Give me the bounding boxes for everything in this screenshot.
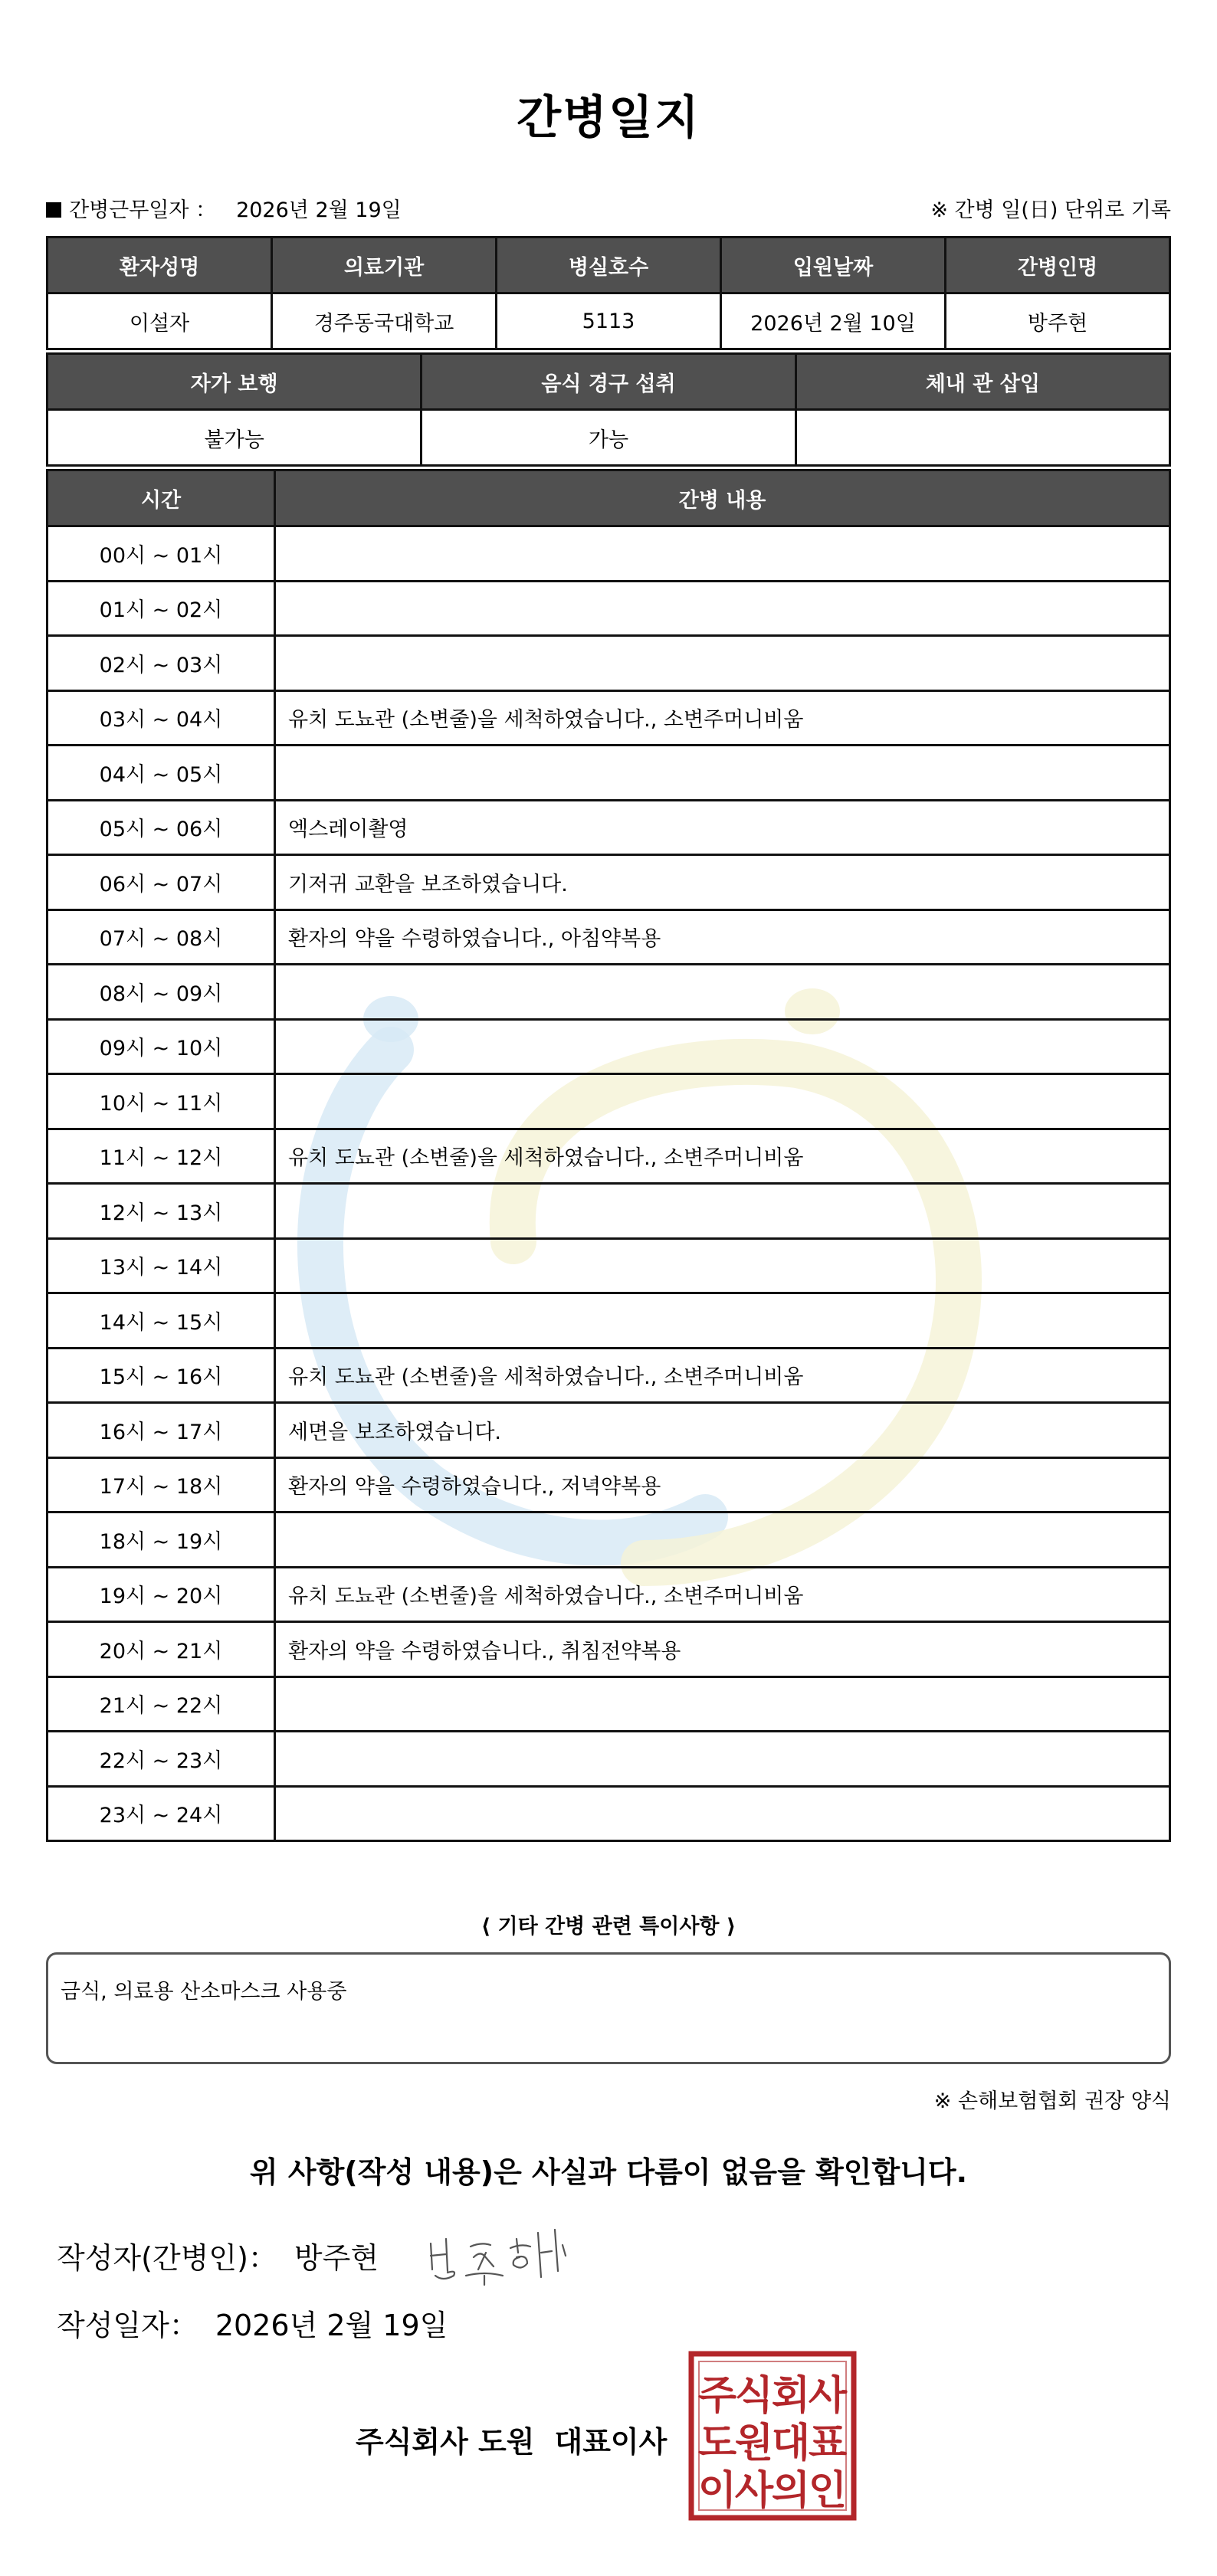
writer-line xyxy=(57,2234,379,2276)
log-row xyxy=(48,581,1170,636)
log-row xyxy=(48,526,1170,582)
log-row xyxy=(48,800,1170,855)
log-time: 02시 ~ 03시 xyxy=(48,636,275,691)
writer-name: 방주현 xyxy=(294,2241,379,2275)
log-row xyxy=(48,909,1170,965)
log-content xyxy=(275,1732,1170,1787)
log-time: 14시 ~ 15시 xyxy=(48,1293,275,1349)
log-row xyxy=(48,1676,1170,1732)
log-content: 유치 도뇨관 (소변줄)을 세척하였습니다., 소변주머니비움 xyxy=(275,1348,1170,1403)
association-form-note: ※ 손해보험협회 권장 양식 xyxy=(933,2089,1171,2113)
tube-insertion-value xyxy=(795,410,1169,466)
log-content xyxy=(275,526,1170,582)
log-content xyxy=(275,1019,1170,1074)
log-time: 06시 ~ 07시 xyxy=(48,855,275,910)
header-oral-intake: 음식 경구 섭취 xyxy=(422,354,795,410)
log-row xyxy=(48,1622,1170,1677)
log-time: 21시 ~ 22시 xyxy=(48,1676,275,1732)
write-date-label: 작성일자： xyxy=(57,2309,198,2342)
log-row xyxy=(48,1129,1170,1184)
log-row xyxy=(48,1019,1170,1074)
svg-text:식: 식 xyxy=(734,2373,774,2419)
log-time: 16시 ~ 17시 xyxy=(48,1403,275,1458)
log-time: 19시 ~ 20시 xyxy=(48,1567,275,1622)
header-hospital: 의료기관 xyxy=(272,238,497,293)
square-bullet-icon xyxy=(46,202,61,218)
log-row xyxy=(48,1348,1170,1403)
log-content: 환자의 약을 수령하였습니다., 취침전약복용 xyxy=(275,1622,1170,1677)
writer-label: 작성자(간병인)： xyxy=(57,2241,277,2275)
header-patient-name: 환자성명 xyxy=(48,238,272,293)
svg-text:의: 의 xyxy=(771,2468,811,2514)
svg-text:주: 주 xyxy=(697,2373,737,2419)
patient-name: 이설자 xyxy=(48,293,272,349)
log-content xyxy=(275,1238,1170,1293)
svg-text:원: 원 xyxy=(734,2420,774,2466)
log-time: 10시 ~ 11시 xyxy=(48,1074,275,1129)
log-content xyxy=(275,1293,1170,1349)
log-time: 04시 ~ 05시 xyxy=(48,746,275,801)
svg-text:사: 사 xyxy=(808,2373,848,2419)
log-row xyxy=(48,1732,1170,1787)
svg-text:대: 대 xyxy=(771,2420,811,2466)
svg-text:이: 이 xyxy=(697,2468,737,2514)
log-content: 유치 도뇨관 (소변줄)을 세척하였습니다., 소변주머니비움 xyxy=(275,690,1170,746)
header-room-number: 병실호수 xyxy=(497,238,721,293)
ceo-title: 대표이사 xyxy=(554,2425,668,2459)
log-content: 기저귀 교환을 보조하였습니다. xyxy=(275,855,1170,910)
log-row xyxy=(48,1293,1170,1349)
svg-text:사: 사 xyxy=(734,2468,774,2514)
log-row xyxy=(48,965,1170,1020)
log-row xyxy=(48,690,1170,746)
company-name: 주식회사 도원 xyxy=(356,2425,535,2459)
record-unit-note: ※ 간병 일(日) 단위로 기록 xyxy=(930,198,1171,222)
log-row xyxy=(48,855,1170,910)
log-time: 00시 ~ 01시 xyxy=(48,526,275,582)
log-content xyxy=(275,1786,1170,1841)
log-time: 13시 ~ 14시 xyxy=(48,1238,275,1293)
oral-intake-value: 가능 xyxy=(422,410,795,466)
log-time: 11시 ~ 12시 xyxy=(48,1129,275,1184)
log-time: 01시 ~ 02시 xyxy=(48,581,275,636)
log-time: 09시 ~ 10시 xyxy=(48,1019,275,1074)
log-row xyxy=(48,1238,1170,1293)
log-row xyxy=(48,636,1170,691)
log-content xyxy=(275,1512,1170,1568)
log-content xyxy=(275,1676,1170,1732)
log-content: 유치 도뇨관 (소변줄)을 세척하였습니다., 소변주머니비움 xyxy=(275,1567,1170,1622)
log-row xyxy=(48,1567,1170,1622)
log-row xyxy=(48,1512,1170,1568)
care-log-document xyxy=(46,0,1171,2576)
log-content: 유치 도뇨관 (소변줄)을 세척하였습니다., 소변주머니비움 xyxy=(275,1129,1170,1184)
patient-ability-table xyxy=(46,352,1171,467)
log-time: 03시 ~ 04시 xyxy=(48,690,275,746)
log-time: 18시 ~ 19시 xyxy=(48,1512,275,1568)
hourly-care-log-table xyxy=(46,469,1171,1842)
log-content xyxy=(275,965,1170,1020)
log-content xyxy=(275,581,1170,636)
log-time: 12시 ~ 13시 xyxy=(48,1184,275,1239)
confirmation-statement: 위 사항(작성 내용)은 사실과 다름이 없음을 확인합니다. xyxy=(249,2155,968,2189)
svg-text:표: 표 xyxy=(808,2420,848,2466)
log-content xyxy=(275,1184,1170,1239)
write-date-value: 2026년 2월 19일 xyxy=(215,2309,448,2342)
care-date-line xyxy=(46,193,402,223)
hospital-name: 경주동국대학교 xyxy=(272,293,497,349)
svg-text:도: 도 xyxy=(697,2420,737,2466)
patient-info-table xyxy=(46,236,1171,350)
log-row xyxy=(48,746,1170,801)
log-time: 05시 ~ 06시 xyxy=(48,800,275,855)
notes-title: ⟨ 기타 간병 관련 특이사항 ⟩ xyxy=(481,1915,736,1939)
log-content xyxy=(275,636,1170,691)
log-time: 15시 ~ 16시 xyxy=(48,1348,275,1403)
svg-text:회: 회 xyxy=(771,2373,811,2419)
log-time: 08시 ~ 09시 xyxy=(48,965,275,1020)
log-time: 20시 ~ 21시 xyxy=(48,1622,275,1677)
header-admission-date: 입원날짜 xyxy=(721,238,946,293)
log-row xyxy=(48,1403,1170,1458)
log-time: 22시 ~ 23시 xyxy=(48,1732,275,1787)
log-content xyxy=(275,746,1170,801)
log-row xyxy=(48,1786,1170,1841)
document-title: 간병일지 xyxy=(517,91,700,145)
header-caregiver-name: 간병인명 xyxy=(946,238,1170,293)
log-content: 환자의 약을 수령하였습니다., 저녁약복용 xyxy=(275,1457,1170,1512)
header-tube-insertion: 체내 관 삽입 xyxy=(795,354,1169,410)
log-row xyxy=(48,1074,1170,1129)
header-care-content: 간병 내용 xyxy=(275,470,1170,526)
admission-date: 2026년 2월 10일 xyxy=(721,293,946,349)
care-date-label: 간병근무일자 ： xyxy=(69,198,217,222)
log-time: 17시 ~ 18시 xyxy=(48,1457,275,1512)
self-walking-value: 불가능 xyxy=(48,410,422,466)
header-self-walking: 자가 보행 xyxy=(48,354,422,410)
notes-box xyxy=(46,1952,1171,2064)
log-content xyxy=(275,1074,1170,1129)
room-number: 5113 xyxy=(497,293,721,349)
write-date-line xyxy=(57,2302,448,2344)
log-content: 세면을 보조하였습니다. xyxy=(275,1403,1170,1458)
log-time: 07시 ~ 08시 xyxy=(48,909,275,965)
log-row xyxy=(48,1184,1170,1239)
header-time: 시간 xyxy=(48,470,275,526)
notes-text: 금식, 의료용 산소마스크 사용중 xyxy=(61,1980,347,2004)
company-line xyxy=(356,2418,667,2460)
company-seal-stamp xyxy=(688,2351,857,2521)
handwritten-signature xyxy=(420,2222,581,2291)
svg-text:인: 인 xyxy=(808,2468,848,2514)
log-content: 환자의 약을 수령하였습니다., 아침약복용 xyxy=(275,909,1170,965)
log-time: 23시 ~ 24시 xyxy=(48,1786,275,1841)
log-content: 엑스레이촬영 xyxy=(275,800,1170,855)
caregiver-name: 방주현 xyxy=(946,293,1170,349)
care-date-value: 2026년 2월 19일 xyxy=(236,198,402,222)
log-row xyxy=(48,1457,1170,1512)
